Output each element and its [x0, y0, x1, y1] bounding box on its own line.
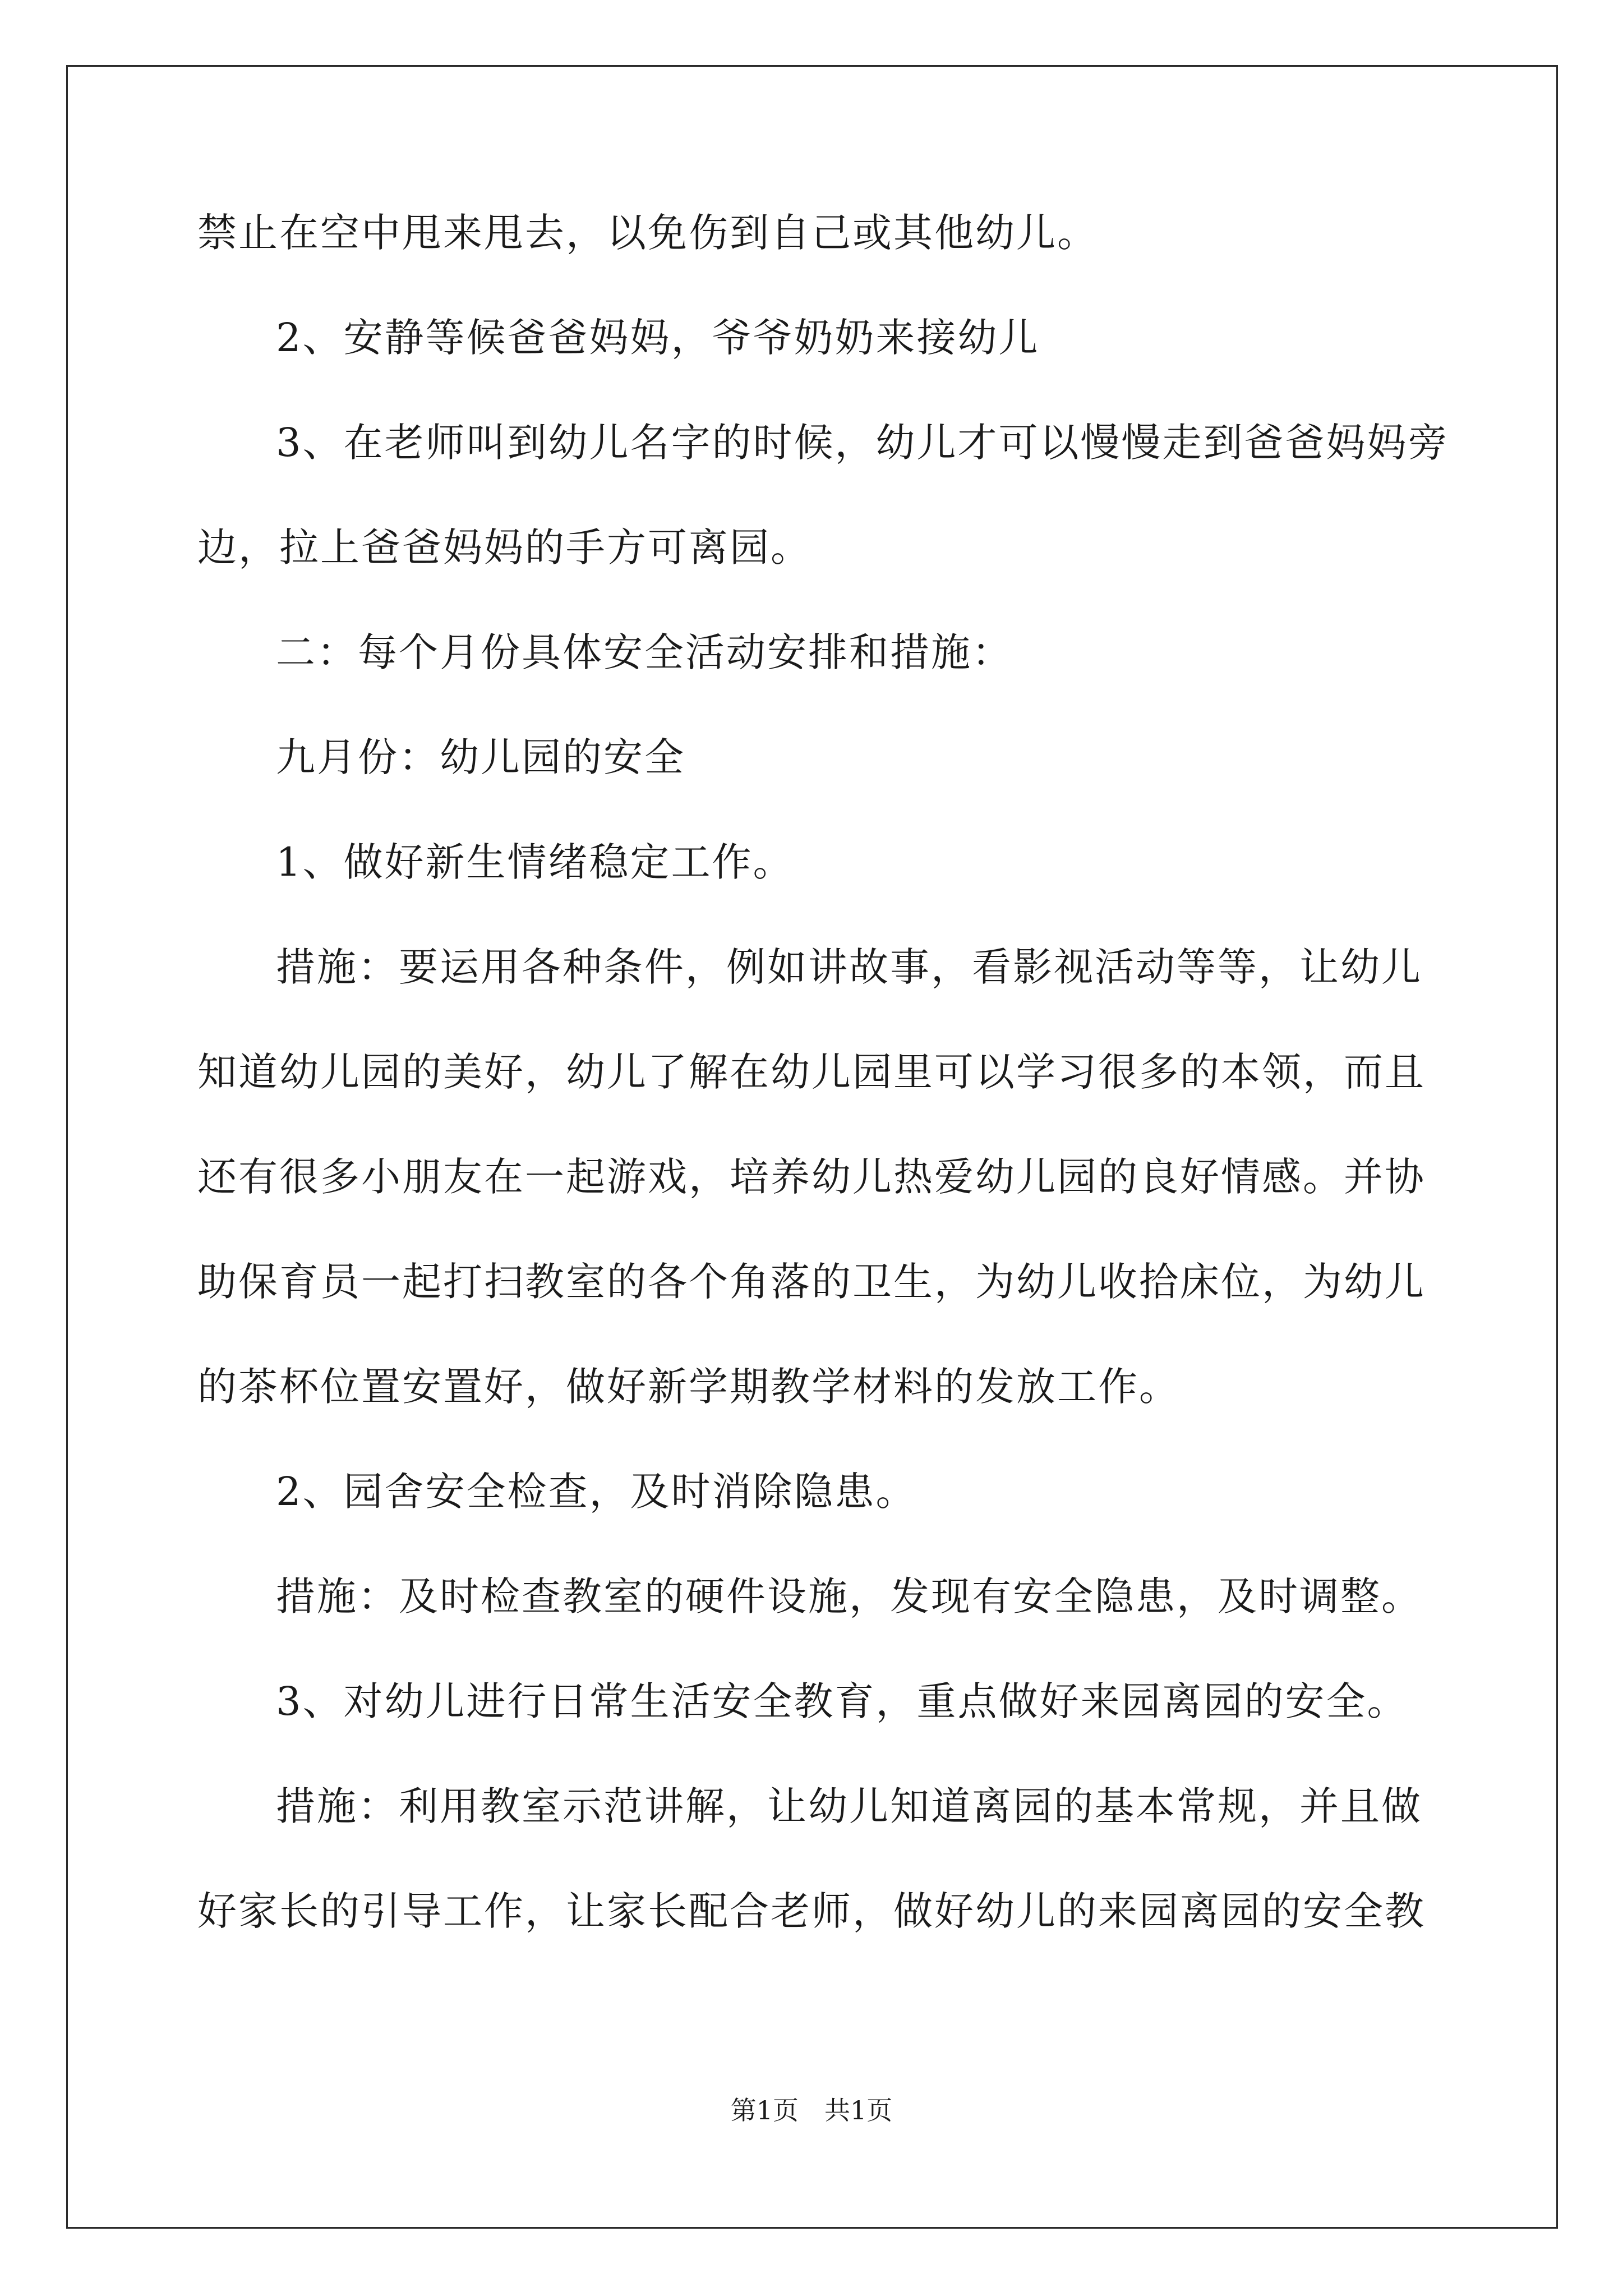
page-number-total: 共1页: [824, 2095, 893, 2125]
text-line: 1、做好新生情绪稳定工作。: [276, 839, 794, 885]
section-subheading: 九月份：幼儿园的安全: [276, 734, 685, 780]
text-line: 3、对幼儿进行日常生活安全教育，重点做好来园离园的安全。: [276, 1678, 1408, 1724]
text-line: 边，拉上爸爸妈妈的手方可离园。: [197, 524, 811, 570]
text-line: 措施：要运用各种条件，例如讲故事，看影视活动等等，让幼儿: [276, 944, 1422, 990]
section-heading: 二：每个月份具体安全活动安排和措施：: [276, 629, 1013, 675]
text-line: 措施：利用教室示范讲解，让幼儿知道离园的基本常规，并且做: [276, 1783, 1422, 1829]
text-line: 措施：及时检查教室的硬件设施，发现有安全隐患，及时调整。: [276, 1573, 1422, 1619]
text-line: 禁止在空中甩来甩去，以免伤到自己或其他幼儿。: [197, 210, 1098, 256]
text-line: 知道幼儿园的美好，幼儿了解在幼儿园里可以学习很多的本领，而且: [197, 1049, 1426, 1095]
page-number-current: 第1页: [730, 2095, 799, 2125]
text-line: 2、安静等候爸爸妈妈，爷爷奶奶来接幼儿: [276, 315, 1040, 361]
text-line: 好家长的引导工作，让家长配合老师，做好幼儿的来园离园的安全教: [197, 1888, 1426, 1934]
text-line: 助保育员一起打扫教室的各个角落的卫生，为幼儿收拾床位，为幼儿: [197, 1259, 1426, 1305]
text-line: 3、在老师叫到幼儿名字的时候，幼儿才可以慢慢走到爸爸妈妈旁: [276, 420, 1449, 466]
text-line: 的茶杯位置安置好，做好新学期教学材料的发放工作。: [197, 1364, 1180, 1410]
text-line: 2、园舍安全检查，及时消除隐患。: [276, 1469, 917, 1515]
page-footer: [0, 2093, 1623, 2127]
text-line: 还有很多小朋友在一起游戏，培养幼儿热爱幼儿园的良好情感。并协: [197, 1154, 1426, 1200]
